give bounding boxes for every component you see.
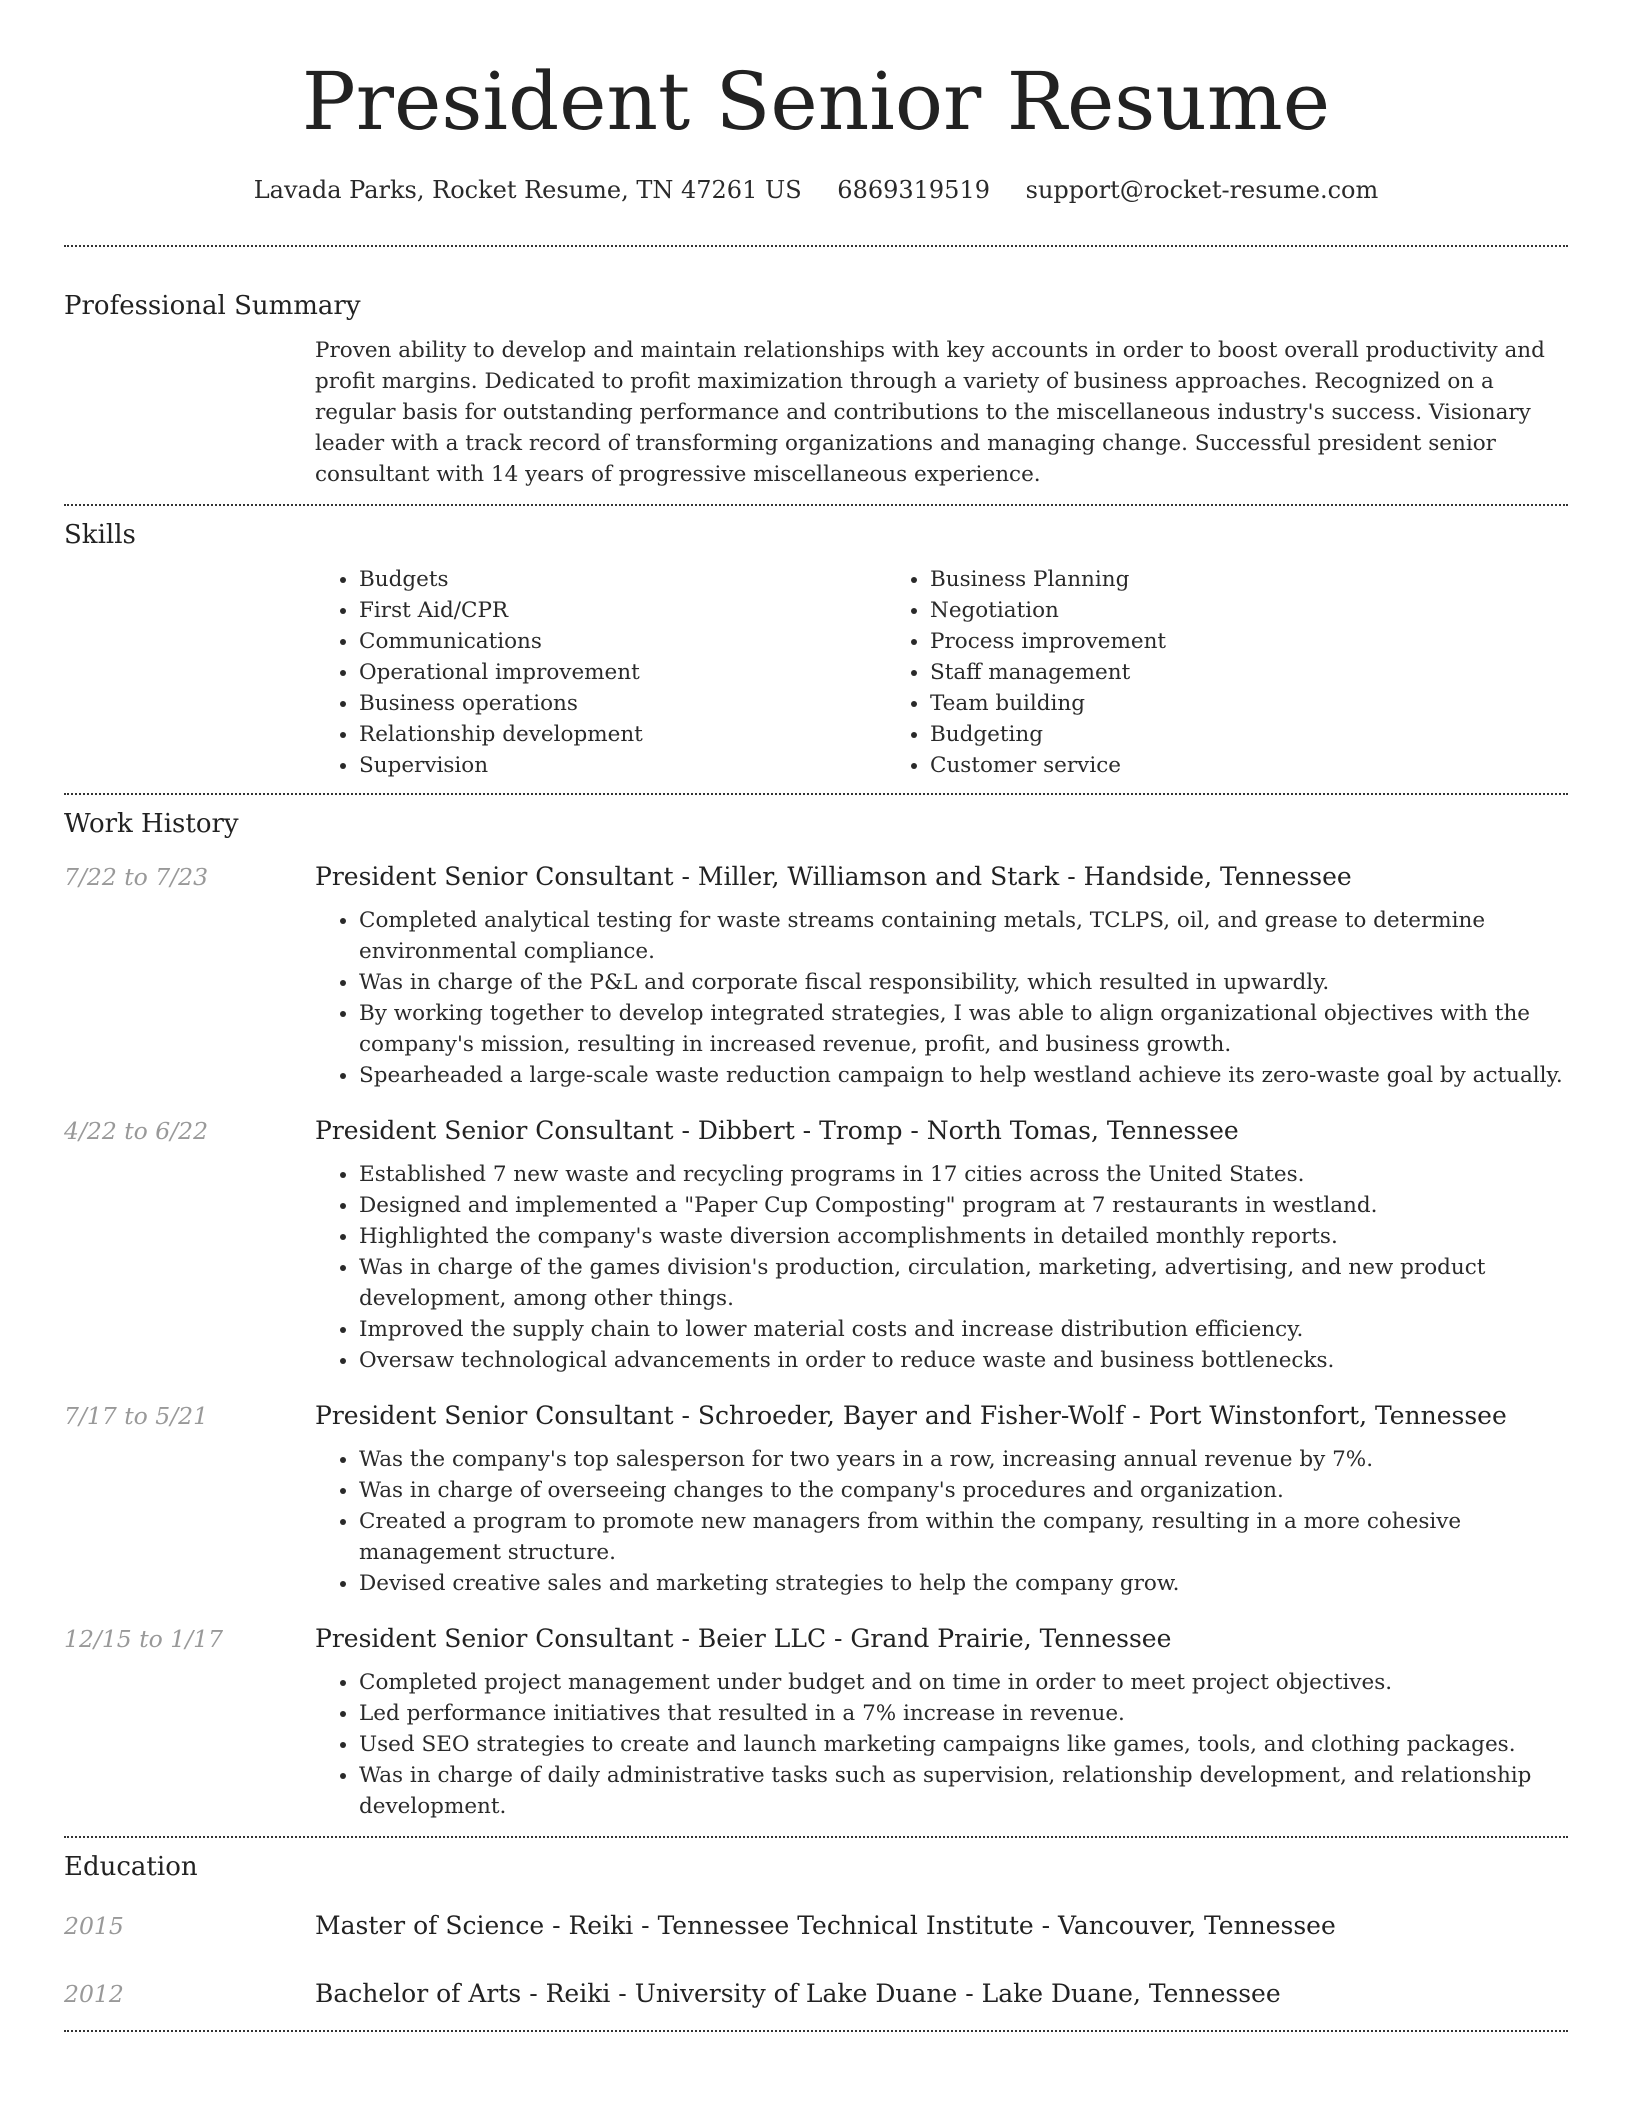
- job-bullet: • Was in charge of overseeing changes to the company's procedures and organization.: [359, 1475, 1568, 1506]
- job-bullet: • Established 7 new waste and recycling programs in 17 cities across the United States.: [359, 1159, 1568, 1190]
- job-bullet: • Improved the supply chain to lower material costs and increase distribution efficiency.: [359, 1314, 1568, 1345]
- work-history-heading: Work History: [64, 809, 239, 839]
- job-bullet: • Completed project management under budget and on time in order to meet project objectives.: [359, 1667, 1568, 1698]
- skill-item: • First Aid/CPR: [359, 595, 886, 626]
- job-body: [315, 1113, 1568, 1376]
- job-dates: 12/15 to 1/17: [64, 1625, 224, 1653]
- job-bullet: • Spearheaded a large-scale waste reduction campaign to help westland achieve its zero-waste goal by actually.: [359, 1060, 1568, 1091]
- job-entry: [64, 1398, 1568, 1599]
- job-bullet: • Oversaw technological advancements in order to reduce waste and business bottlenecks.: [359, 1345, 1568, 1376]
- job-bullet: • Was in charge of the games division's production, circulation, marketing, advertising, and new product development, among other things.: [359, 1252, 1568, 1314]
- job-bullets: [315, 1159, 1568, 1376]
- skill-item: • Team building: [930, 688, 1457, 719]
- skill-item: • Supervision: [359, 750, 886, 781]
- job-bullet: • Was in charge of the P&L and corporate fiscal responsibility, which resulted in upwardly.: [359, 967, 1568, 998]
- summary-heading: Professional Summary: [64, 291, 361, 321]
- job-bullet: • Was the company's top salesperson for two years in a row, increasing annual revenue by 7%.: [359, 1444, 1568, 1475]
- summary-text: Proven ability to develop and maintain relationships with key accounts in order to boost overall productivity and profit margins. Dedicated to profit maximization through a variety of business approaches. Recognized on a regular basis for outstanding performance and contributions to the miscellaneous industry's success. Visionary leader with a track record of transforming organizations and managing change. Successful president senior consultant with 14 years of progressive miscellaneous experience.: [315, 338, 1545, 487]
- skill-item: • Process improvement: [930, 626, 1457, 657]
- skill-item: • Relationship development: [359, 719, 886, 750]
- contact-phone: 6869319519: [837, 176, 990, 204]
- job-dates: 7/17 to 5/21: [64, 1402, 209, 1430]
- education-title: Master of Science - Reiki - Tennessee Technical Institute - Vancouver, Tennessee: [315, 1911, 1336, 1940]
- education-title: Bachelor of Arts - Reiki - University of Lake Duane - Lake Duane, Tennessee: [315, 1979, 1281, 2008]
- job-title: President Senior Consultant - Beier LLC - Grand Prairie, Tennessee: [315, 1624, 1172, 1653]
- job-bullets: [315, 905, 1568, 1091]
- contact-address: Lavada Parks, Rocket Resume, TN 47261 US: [253, 176, 802, 204]
- job-bullets: [315, 1667, 1568, 1822]
- education-entry: [64, 1908, 1568, 1944]
- job-bullet: • By working together to develop integrated strategies, I was able to align organizational objectives with the company's mission, resulting in increased revenue, profit, and business growth.: [359, 998, 1568, 1060]
- job-entry: [64, 1113, 1568, 1376]
- job-bullets: [315, 1444, 1568, 1599]
- education-section: [64, 1838, 1568, 2012]
- resume-title: President Senior Resume: [301, 55, 1331, 148]
- job-dates: 4/22 to 6/22: [64, 1117, 209, 1145]
- divider: [64, 2030, 1568, 2032]
- job-title: President Senior Consultant - Dibbert - Tromp - North Tomas, Tennessee: [315, 1116, 1239, 1145]
- job-bullet: • Led performance initiatives that resulted in a 7% increase in revenue.: [359, 1698, 1568, 1729]
- skills-heading: Skills: [64, 520, 136, 550]
- job-bullet: • Was in charge of daily administrative tasks such as supervision, relationship development, and relationship development.: [359, 1760, 1568, 1822]
- skill-item: • Budgeting: [930, 719, 1457, 750]
- job-bullet: • Devised creative sales and marketing strategies to help the company grow.: [359, 1568, 1568, 1599]
- skills-list-left: [315, 564, 886, 781]
- job-body: [315, 859, 1568, 1091]
- education-year: 2015: [64, 1912, 124, 1940]
- job-bullet: • Used SEO strategies to create and launch marketing campaigns like games, tools, and clothing packages.: [359, 1729, 1568, 1760]
- job-bullet: • Created a program to promote new managers from within the company, resulting in a more cohesive management structure.: [359, 1506, 1568, 1568]
- education-heading: Education: [64, 1852, 198, 1882]
- job-title: President Senior Consultant - Miller, Williamson and Stark - Handside, Tennessee: [315, 862, 1352, 891]
- skills-section: [64, 506, 1568, 781]
- job-entry: [64, 1621, 1568, 1822]
- skill-item: • Communications: [359, 626, 886, 657]
- job-title: President Senior Consultant - Schroeder, Bayer and Fisher-Wolf - Port Winstonfort, Tennessee: [315, 1401, 1507, 1430]
- work-history-section: [64, 795, 1568, 1822]
- job-entry: [64, 859, 1568, 1091]
- summary-section: [64, 247, 1568, 490]
- skill-item: • Budgets: [359, 564, 886, 595]
- education-year: 2012: [64, 1980, 124, 2008]
- job-bullet: • Completed analytical testing for waste streams containing metals, TCLPS, oil, and grease to determine environmental compliance.: [359, 905, 1568, 967]
- job-body: [315, 1398, 1568, 1599]
- job-body: [315, 1621, 1568, 1822]
- skill-item: • Negotiation: [930, 595, 1457, 626]
- skill-item: • Customer service: [930, 750, 1457, 781]
- skills-list-right: [886, 564, 1457, 781]
- skills-grid: [315, 564, 1568, 781]
- contact-email: support@rocket-resume.com: [1025, 176, 1379, 204]
- education-entry: [64, 1976, 1568, 2012]
- skill-item: • Business operations: [359, 688, 886, 719]
- skill-item: • Operational improvement: [359, 657, 886, 688]
- skill-item: • Business Planning: [930, 564, 1457, 595]
- job-bullet: • Highlighted the company's waste diversion accomplishments in detailed monthly reports.: [359, 1221, 1568, 1252]
- contact-line: [64, 172, 1568, 208]
- skill-item: • Staff management: [930, 657, 1457, 688]
- job-bullet: • Designed and implemented a "Paper Cup Composting" program at 7 restaurants in westland.: [359, 1190, 1568, 1221]
- job-dates: 7/22 to 7/23: [64, 863, 209, 891]
